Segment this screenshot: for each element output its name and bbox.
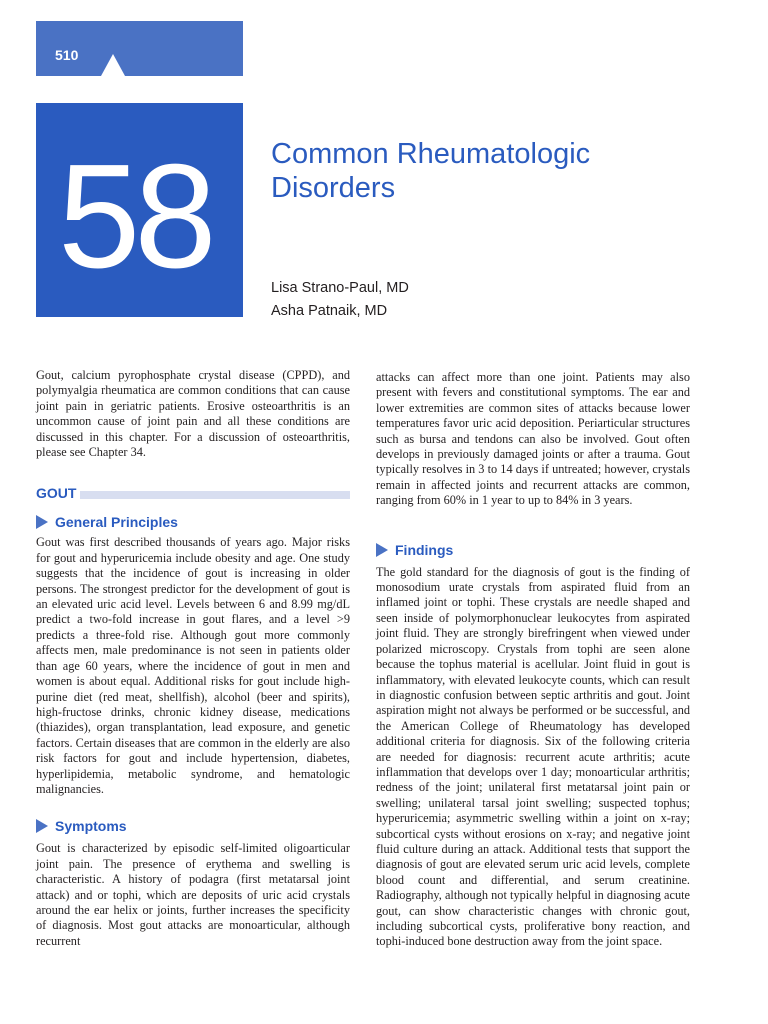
left-column — [36, 368, 350, 949]
right-column — [376, 370, 690, 950]
section-heading-bar — [36, 491, 350, 499]
chapter-title-line-2: Disorders — [271, 172, 396, 204]
author-name: Asha Patnaik, MD — [271, 303, 388, 319]
chapter-title — [271, 137, 731, 205]
page-number: 510 — [55, 47, 79, 63]
chapter-title-line-1: Common Rheumatologic — [271, 138, 591, 170]
author-name: Lisa Strano-Paul, MD — [271, 280, 409, 296]
section-heading-text: GOUT — [36, 485, 80, 501]
section-heading-gout — [36, 485, 350, 507]
tab-notch — [101, 54, 125, 76]
findings-paragraph: The gold standard for the diagnosis of gout is the finding of monosodium urate crystals from aspirated fluid from an inflamed joint or tophi. These crystals are needle shaped and seen inside of polymorphonuclear leukocytes from aspirated joint fluid. They are strongly birefringent when viewed under polarized microscopy. Crystals from tophi are seen alone because the tophus material is acellular. Joint fluid in gout is inflammatory, with elevated leukocyte counts, which can result in diagnostic confusion between septic arthritis and gout. Joint aspiration might not always be performed or be successful, and the American College of Rheumatology has developed additional criteria for diagnosis. Six of the following criteria are needed for diagnosis: recurrent acute arthritis; acute inflammation that develops over 1 day; monoarticular arthritis; redness of the joint; unilateral first metatarsal joint pain or swelling; unilateral tarsal joint swelling; suspected tophus; hyperuricemia; asymmetric swelling within a joint on x-ray; subcortical cysts without erosions on x-ray; and negative joint fluid culture during an attack. Additional tests that support the diagnosis of gout are elevated serum uric acid levels, complete blood count and differential, and serum creatinine. Radiography, although not typically helpful in diagnosing acute gout, can show characteristic changes with chronic gout, including subcortical cysts, proliferative bony reaction, and tophi-induced bone destruction away from the joint space. — [376, 564, 690, 949]
subheading-text: General Principles — [55, 514, 178, 531]
subheading-general-principles — [36, 513, 350, 531]
author-list — [271, 277, 409, 323]
subheading-text: Symptoms — [55, 818, 127, 835]
intro-paragraph: Gout, calcium pyrophosphate crystal disease (CPPD), and polymyalgia rheumatica are common conditions that can cause joint pain in geriatric patients. Erosive osteoarthritis is an uncommon cause of joint pain and all these conditions are discussed in this chapter. For a discussion of osteoarthritis, please see Chapter 34. — [36, 368, 350, 460]
subheading-findings — [376, 541, 690, 559]
chapter-number: 58 — [58, 134, 211, 299]
triangle-bullet-icon — [376, 543, 388, 557]
triangle-bullet-icon — [36, 819, 48, 833]
subheading-text: Findings — [395, 541, 454, 558]
symptoms-paragraph: Gout is characterized by episodic self-limited oligoarticular joint pain. The presence of erythema and swelling is characteristic. A history of podagra (first metatarsal joint attack) and or tophi, which are deposits of uric acid crystals around the ear helix or joints, further increases the specificity of diagnosis. Most gout attacks are monoarticular, although recurrent — [36, 841, 350, 948]
chapter-number-box — [36, 103, 243, 317]
continued-paragraph: attacks can affect more than one joint. Patients may also present with fevers and constitutional symptoms. The ear and lower extremities are common sites of attacks because lower temperatures favor uric acid deposition. Periarticular structures such as bursa and tendons can also be involved. Gout often develops in previously damaged joints or after a trauma. Gout typically resolves in 3 to 14 days if untreated; however, crystals remain in affected joints and recurrent attacks are common, ranging from 60% in 1 year to up to 84% in 3 years. — [376, 370, 690, 508]
general-principles-paragraph: Gout was first described thousands of years ago. Major risks for gout and hyperuricemia include obesity and age. One study suggests that the incidence of gout is increasing in older persons. The strongest predictor for the development of gout is an elevated uric acid level. Levels between 6 and 8.99 mg/dL predict a two-fold increase in gout flares, and a level >9 predicts a three-fold rise. Although gout more commonly affects men, male predominance is not seen in patients older than age 60 years, where the incidence of gout in men and women is about equal. Additional risks for gout include high-purine diet (red meat, shellfish), alcohol (beer and spirits), high-fructose drinks, chronic kidney disease, medications (thiazides), organ transplantation, lead exposure, and genetic factors. Certain diseases that are common in the elderly are also risk factors for gout and include hypertension, diabetes, hyperlipidemia, metabolic syndrome, and hematologic malignancies. — [36, 535, 350, 796]
subheading-symptoms — [36, 817, 350, 835]
triangle-bullet-icon — [36, 515, 48, 529]
